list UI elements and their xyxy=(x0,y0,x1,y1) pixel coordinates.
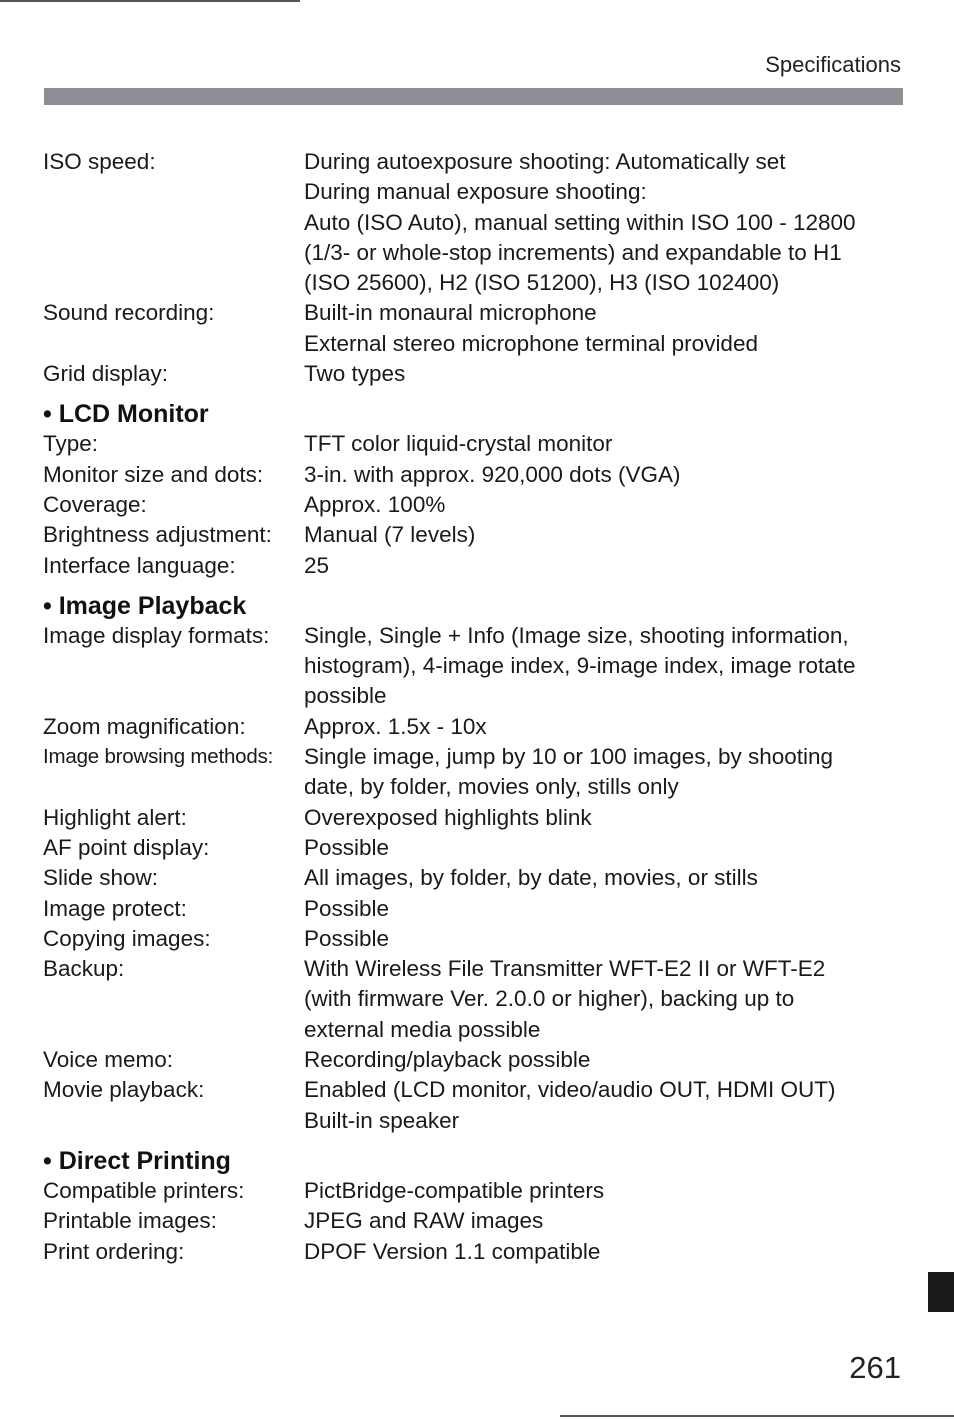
spec-value xyxy=(304,924,903,954)
spec-value-line: During manual exposure shooting: xyxy=(304,179,647,205)
spec-row xyxy=(43,520,903,550)
spec-value-line: Manual (7 levels) xyxy=(304,522,476,548)
spec-row xyxy=(43,1045,903,1075)
spec-label: Image protect: xyxy=(43,895,187,921)
spec-value xyxy=(304,894,903,924)
spec-row xyxy=(43,429,903,459)
spec-section xyxy=(43,591,903,1136)
spec-value-line: Single, Single + Info (Image size, shooting information, xyxy=(304,622,849,648)
spec-label: AF point display: xyxy=(43,834,210,860)
spec-label: Image browsing methods: xyxy=(43,745,274,769)
spec-value-line: Approx. 1.5x - 10x xyxy=(304,713,487,739)
spec-value xyxy=(304,742,903,803)
spec-value-line: Enabled (LCD monitor, video/audio OUT, HDMI OUT) xyxy=(304,1077,836,1103)
spec-value-line: (ISO 25600), H2 (ISO 51200), H3 (ISO 102400) xyxy=(304,270,780,296)
section-heading: • Direct Printing xyxy=(43,1146,231,1175)
spec-row xyxy=(43,924,903,954)
spec-label: Sound recording: xyxy=(43,300,215,326)
spec-row xyxy=(43,1237,903,1267)
spec-value-line: Auto (ISO Auto), manual setting within ISO 100 - 12800 xyxy=(304,209,856,235)
spec-value-line: (with firmware Ver. 2.0.0 or higher), backing up to xyxy=(304,986,795,1012)
spec-value xyxy=(304,1045,903,1075)
spec-value-line: Overexposed highlights blink xyxy=(304,804,592,830)
spec-label: Movie playback: xyxy=(43,1077,205,1103)
spec-label: Coverage: xyxy=(43,491,147,517)
page-number: 261 xyxy=(849,1350,901,1385)
spec-label: Compatible printers: xyxy=(43,1177,245,1203)
spec-row xyxy=(43,490,903,520)
spec-value-line: Built-in monaural microphone xyxy=(304,300,597,326)
section-heading: • Image Playback xyxy=(43,591,247,620)
spec-label: Zoom magnification: xyxy=(43,713,246,739)
spec-value xyxy=(304,833,903,863)
spec-value xyxy=(304,1237,903,1267)
spec-row xyxy=(43,742,903,803)
spec-value-line: Built-in speaker xyxy=(304,1107,460,1133)
spec-value xyxy=(304,954,903,1045)
spec-row xyxy=(43,460,903,490)
spec-value xyxy=(304,1075,903,1136)
spec-value xyxy=(304,551,903,581)
page-edge-tab xyxy=(928,1272,954,1312)
spec-value-line: JPEG and RAW images xyxy=(304,1208,544,1234)
spec-value xyxy=(304,803,903,833)
spec-section xyxy=(43,1146,903,1267)
spec-label: Highlight alert: xyxy=(43,804,187,830)
spec-row xyxy=(43,551,903,581)
spec-value xyxy=(304,460,903,490)
spec-label: Interface language: xyxy=(43,552,236,578)
spec-label: Voice memo: xyxy=(43,1047,174,1073)
spec-label: Copying images: xyxy=(43,925,211,951)
spec-value-line: Two types xyxy=(304,361,406,387)
spec-value-line: Approx. 100% xyxy=(304,491,446,517)
spec-value xyxy=(304,621,903,712)
spec-label: Grid display: xyxy=(43,361,169,387)
spec-value-line: All images, by folder, by date, movies, or stills xyxy=(304,865,758,891)
spec-row xyxy=(43,147,903,298)
spec-value-line: During autoexposure shooting: Automatically set xyxy=(304,149,786,174)
spec-label: Print ordering: xyxy=(43,1238,185,1264)
spec-value-line: external media possible xyxy=(304,1016,541,1042)
spec-label: Brightness adjustment: xyxy=(43,522,272,548)
spec-row xyxy=(43,954,903,1045)
spec-row xyxy=(43,1075,903,1136)
spec-label: Type: xyxy=(43,431,99,457)
spec-value xyxy=(304,712,903,742)
spec-value xyxy=(304,520,903,550)
section-heading: • LCD Monitor xyxy=(43,400,209,429)
spec-value xyxy=(304,1206,903,1236)
spec-value xyxy=(304,490,903,520)
spec-row xyxy=(43,894,903,924)
spec-value-line: Possible xyxy=(304,834,390,860)
spec-value-line: 25 xyxy=(304,552,330,578)
spec-value-line: date, by folder, movies only, stills only xyxy=(304,774,679,800)
spec-value-line: possible xyxy=(304,683,387,709)
spec-label: ISO speed: xyxy=(43,149,156,174)
spec-value-line: With Wireless File Transmitter WFT-E2 II or WFT-E2 xyxy=(304,956,826,982)
spec-value-line: histogram), 4-image index, 9-image index, image rotate xyxy=(304,653,856,679)
spec-section xyxy=(43,147,903,389)
spec-label: Image display formats: xyxy=(43,622,270,648)
spec-value-line: Single image, jump by 10 or 100 images, by shooting xyxy=(304,744,834,770)
spec-value xyxy=(304,359,903,389)
spec-row xyxy=(43,1206,903,1236)
spec-label: Monitor size and dots: xyxy=(43,461,264,487)
spec-row xyxy=(43,833,903,863)
spec-row xyxy=(43,712,903,742)
spec-row xyxy=(43,1176,903,1206)
spec-value-line: Recording/playback possible xyxy=(304,1047,591,1073)
spec-content xyxy=(43,147,903,1267)
spec-value-line: External stereo microphone terminal provided xyxy=(304,330,758,356)
spec-value xyxy=(304,298,903,359)
spec-value xyxy=(304,429,903,459)
spec-value xyxy=(304,863,903,893)
spec-label: Printable images: xyxy=(43,1208,217,1234)
spec-row xyxy=(43,359,903,389)
bottom-rule xyxy=(560,1415,954,1417)
spec-value-line: 3-in. with approx. 920,000 dots (VGA) xyxy=(304,461,681,487)
spec-value xyxy=(304,147,903,298)
spec-value xyxy=(304,1176,903,1206)
spec-row xyxy=(43,803,903,833)
spec-value-line: Possible xyxy=(304,895,390,921)
spec-value-line: Possible xyxy=(304,925,390,951)
header-bar xyxy=(44,88,903,105)
top-rule xyxy=(0,0,300,2)
spec-value-line: PictBridge-compatible printers xyxy=(304,1177,605,1203)
spec-row xyxy=(43,298,903,359)
spec-label: Slide show: xyxy=(43,865,159,891)
page-header-title: Specifications xyxy=(765,52,901,77)
spec-value-line: (1/3- or whole-stop increments) and expandable to H1 xyxy=(304,239,842,265)
spec-value-line: TFT color liquid-crystal monitor xyxy=(304,431,613,457)
spec-row xyxy=(43,621,903,712)
spec-value-line: DPOF Version 1.1 compatible xyxy=(304,1238,601,1264)
spec-row xyxy=(43,863,903,893)
spec-label: Backup: xyxy=(43,956,125,982)
spec-section xyxy=(43,399,903,580)
